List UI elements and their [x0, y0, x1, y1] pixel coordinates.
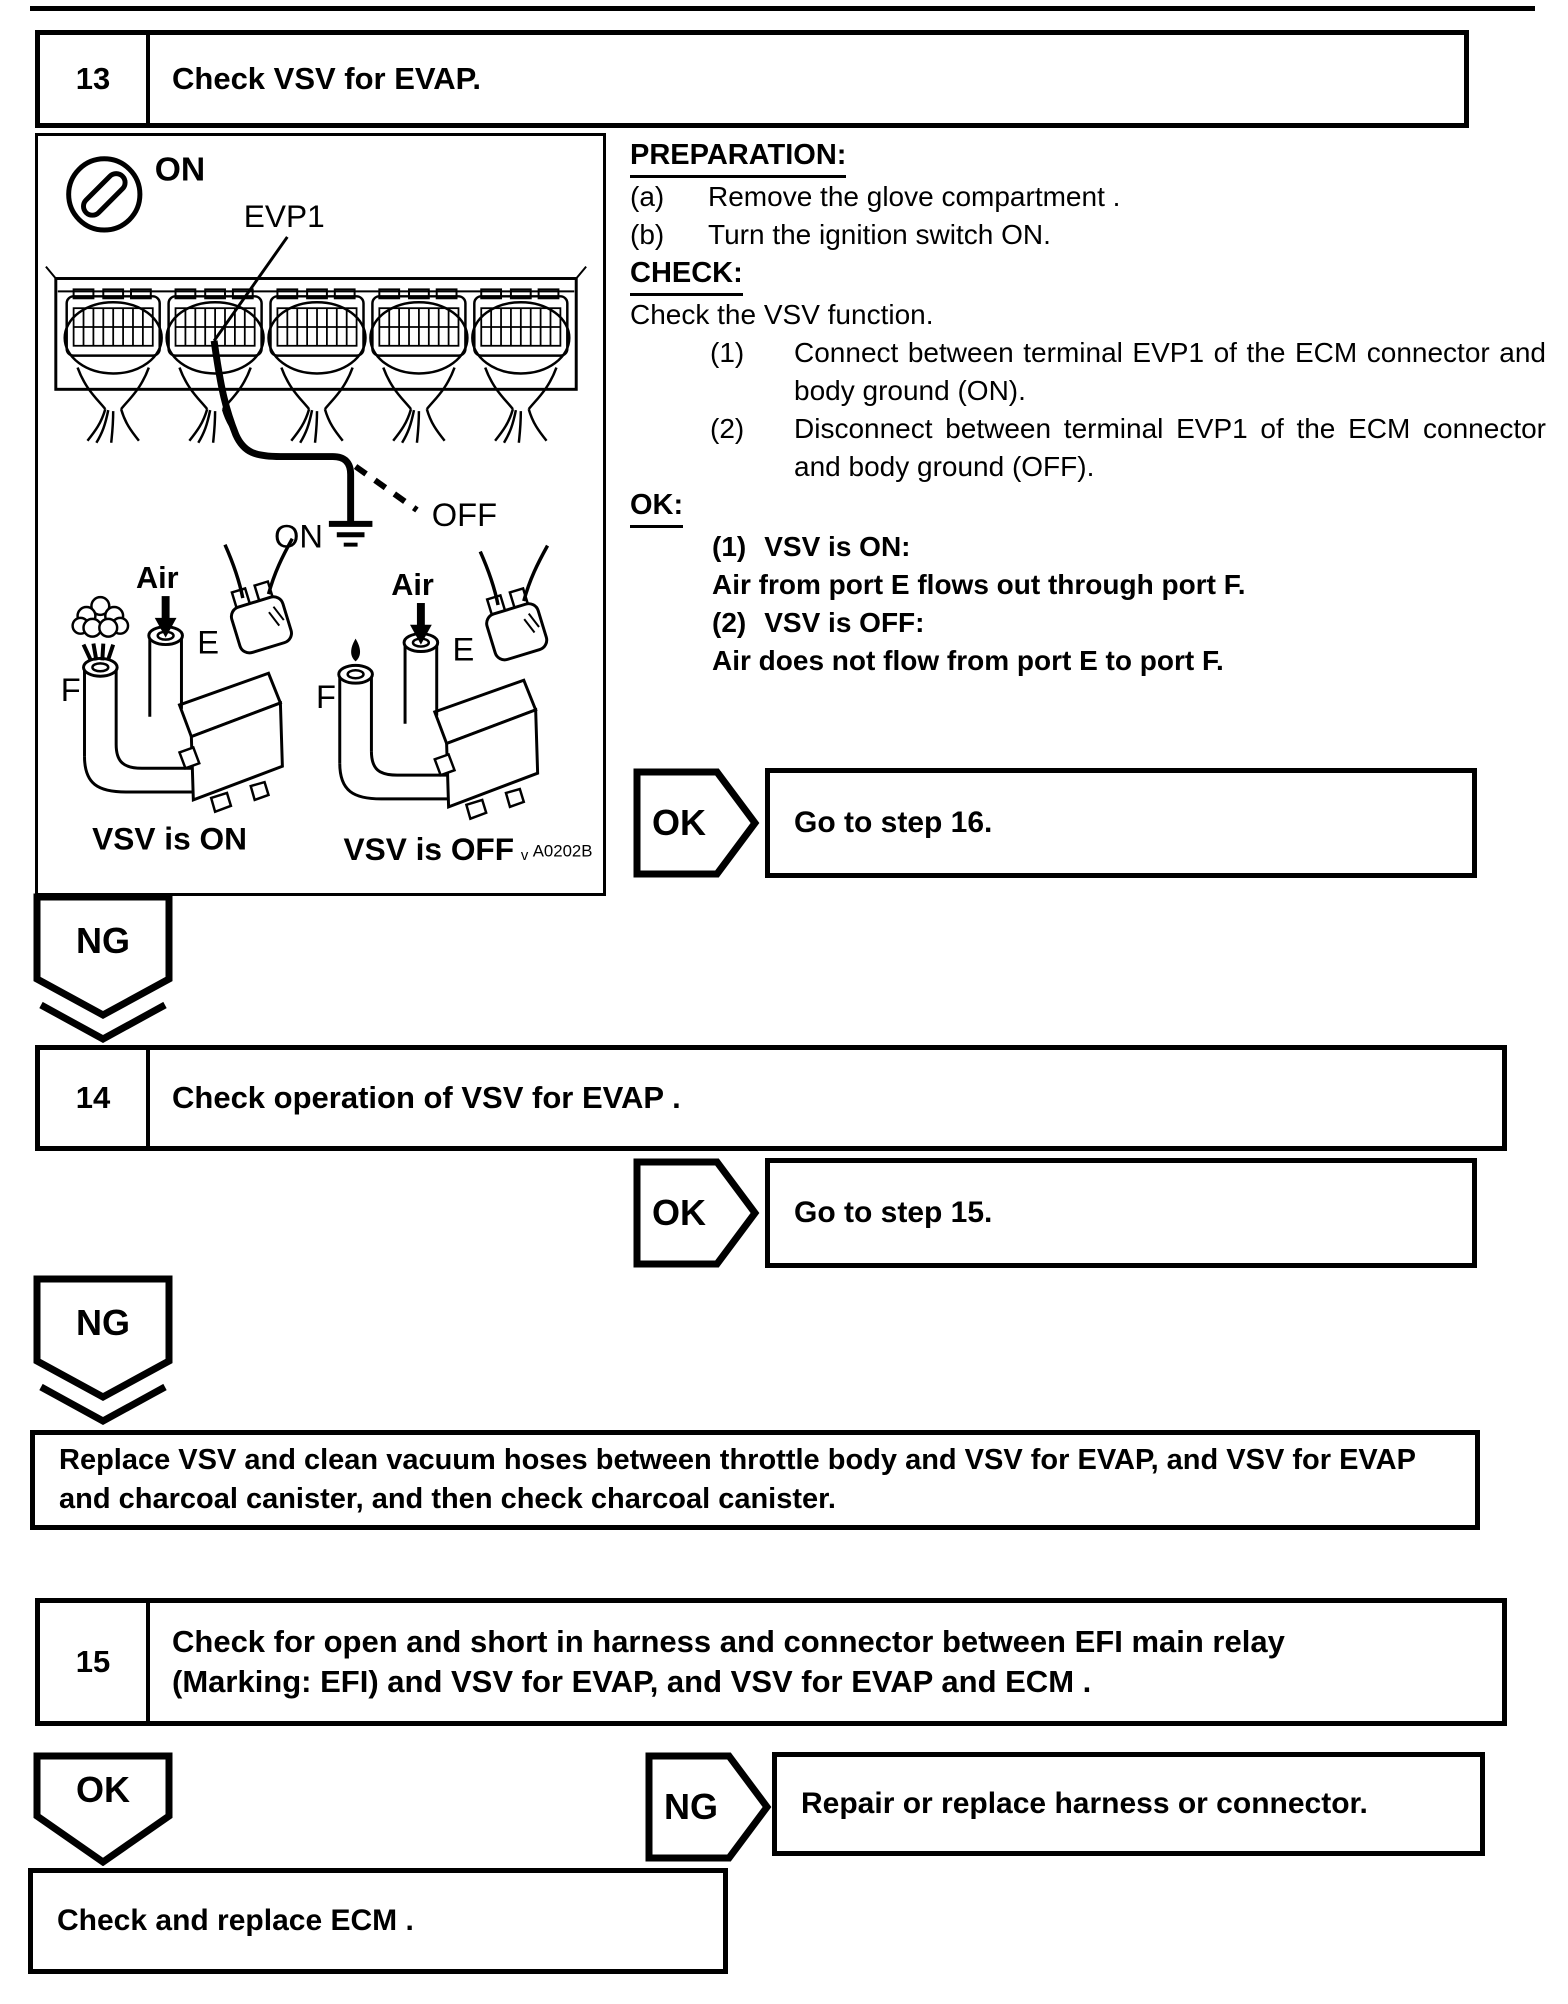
- ignition-key-icon: [69, 159, 140, 230]
- step14-ok-result-box: [765, 1158, 1477, 1268]
- check-2-text: Disconnect between terminal EVP1 of the ECM connector and body ground (OFF).: [794, 413, 1546, 482]
- vsv-off-drawing: [316, 546, 549, 868]
- step13-header: [35, 30, 1469, 128]
- ok-2-title: VSV is OFF:: [764, 607, 925, 638]
- step13-ok-arrow-label: OK: [652, 802, 706, 843]
- step15-title-text: Check for open and short in harness and connector between EFI main relay (Marking: EFI) and VSV for EVAP, and VSV for EVAP and ECM .: [172, 1623, 1285, 1699]
- vsv-off-connector-cap: [480, 586, 550, 662]
- ground-on-label: ON: [274, 517, 323, 555]
- step14-ng-arrow-label: NG: [76, 1302, 130, 1343]
- step15-number: 15: [40, 1603, 150, 1721]
- port-e-label-off: E: [452, 630, 475, 668]
- step14-header: [35, 1045, 1507, 1151]
- ok-heading: [630, 486, 1546, 528]
- ignition-on-label: ON: [154, 151, 206, 189]
- prep-b-text: Turn the ignition switch ON.: [708, 219, 1051, 250]
- step15-ng-arrow-label: NG: [664, 1786, 718, 1827]
- preparation-heading: [630, 136, 1546, 178]
- preparation-heading-text: PREPARATION:: [630, 136, 846, 178]
- step14-number: 14: [40, 1050, 150, 1146]
- ok-heading-text: OK:: [630, 486, 683, 528]
- check-1-label: (1): [710, 337, 745, 368]
- ok-2-label: (2): [712, 607, 747, 638]
- prep-item-b: [630, 216, 1546, 254]
- evp1-label: EVP1: [243, 198, 325, 235]
- prep-a-text: Remove the glove compartment .: [708, 181, 1121, 212]
- vsv-on-drawing: [61, 539, 294, 857]
- step15-ok-result-box: [28, 1868, 728, 1974]
- step15-ng-result-text: Repair or replace harness or connector.: [801, 1787, 1368, 1820]
- prep-b-label: (b): [630, 219, 665, 250]
- ok-item-2-text: Air does not flow from port E to port F.: [712, 645, 1224, 676]
- step13-ok-result-box: [765, 768, 1477, 878]
- step13-title: [150, 35, 1464, 123]
- step14-title: [150, 1050, 1502, 1146]
- check-item-1: [630, 334, 1546, 410]
- no-flow-droplet: [351, 639, 360, 662]
- check-heading: [630, 254, 1546, 296]
- prep-item-a: [630, 178, 1546, 216]
- vsv-on-connector-cap: [224, 579, 294, 655]
- step14-ok-result-text: Go to step 15.: [794, 1196, 993, 1229]
- ok-item-1-text: Air from port E flows out through port F.: [712, 569, 1246, 600]
- check-1-text: Connect between terminal EVP1 of the ECM connector and body ground (ON).: [794, 337, 1546, 406]
- step15-header: [35, 1598, 1507, 1726]
- step15-ng-result-box: [772, 1752, 1485, 1856]
- step13-ok-arrow: [633, 768, 760, 878]
- figure-code: A0202B: [532, 841, 593, 861]
- prep-a-label: (a): [630, 181, 665, 212]
- port-f-label-off: F: [316, 677, 336, 715]
- step15-ok-arrow-label: OK: [76, 1769, 130, 1810]
- port-e-label-on: E: [197, 623, 220, 661]
- vsv-off-caption: VSV is OFF: [343, 831, 515, 868]
- step13-number: 13: [40, 35, 150, 123]
- figure-code-mark: v: [520, 848, 529, 865]
- step15-title: [150, 1603, 1502, 1721]
- step15-ok-arrow: [33, 1752, 173, 1866]
- step13-ng-arrow-label: NG: [76, 920, 130, 961]
- step13-ok-result-text: Go to step 16.: [794, 806, 993, 839]
- step14-title-text: Check operation of VSV for EVAP .: [172, 1079, 681, 1115]
- check-intro: Check the VSV function.: [630, 299, 934, 330]
- step15-ok-result-text: Check and replace ECM .: [57, 1904, 414, 1937]
- air-puff-cloud: [73, 597, 128, 637]
- vsv-figure-drawing: [38, 136, 597, 887]
- step13-title-text: Check VSV for EVAP.: [172, 60, 481, 96]
- step15-ng-arrow: [645, 1752, 772, 1862]
- check-item-2: [630, 410, 1546, 486]
- ok-1-title: VSV is ON:: [764, 531, 911, 562]
- check-heading-text: CHECK:: [630, 254, 743, 296]
- step13-instructions: [630, 136, 1546, 680]
- step14-ng-arrow: [33, 1275, 173, 1425]
- ok-item-2-title: [630, 604, 1546, 642]
- step14-ok-arrow: [633, 1158, 760, 1268]
- step13-ng-arrow: [33, 893, 173, 1043]
- air-label-on: Air: [135, 561, 179, 596]
- ecm-connector-drawing: [46, 267, 586, 443]
- scan-artifact-line: [30, 6, 1535, 11]
- step14-ng-result-box: [30, 1430, 1480, 1530]
- ok-1-label: (1): [712, 531, 747, 562]
- vsv-figure: [35, 133, 606, 896]
- port-f-label-on: F: [60, 670, 81, 708]
- step14-ok-arrow-label: OK: [652, 1192, 706, 1233]
- ground-off-label: OFF: [431, 495, 498, 533]
- air-label-off: Air: [391, 568, 434, 603]
- step14-ng-result-text: Replace VSV and clean vacuum hoses between throttle body and VSV for EVAP, and VSV for EVAP and charcoal canister, and then check charcoal canister.: [59, 1443, 1416, 1515]
- check-2-label: (2): [710, 413, 745, 444]
- ok-item-1-title: [630, 528, 1546, 566]
- vsv-on-caption: VSV is ON: [92, 820, 248, 857]
